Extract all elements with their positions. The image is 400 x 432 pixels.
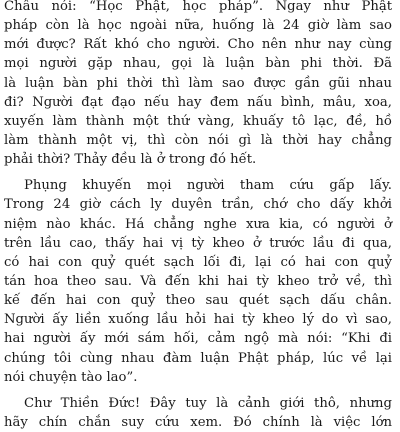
paragraph-3	[4, 394, 392, 432]
text-line: trên lầu cao, thấy hai vị tỳ kheo ở trước lầu đi qua,	[4, 235, 392, 251]
text-line: niệm nào khác. Há chẳng nghe xưa kia, có người ở	[4, 216, 392, 232]
text-line: hãy chín chắn suy cứu xem. Đó chính là việc lớn	[4, 414, 392, 430]
paragraph-2	[4, 176, 392, 387]
text-line: Châu nói: “Học Phật, học pháp”. Ngay như Phật	[4, 0, 392, 14]
text-line: nói chuyện tào lao”.	[4, 369, 138, 385]
paragraph-gap	[4, 387, 392, 394]
text-line: làm thành một vị, thì còn nói gì là thời hay chẳng	[4, 132, 392, 148]
text-line: hai người ấy mới sám hối, cảm ngộ mà nói: “Khi đi	[4, 331, 392, 347]
text-line: mọi người gặp nhau, gọi là luận bàn phi thời. Đã	[4, 56, 392, 72]
text-line: chúng tôi cùng nhau đàm luận Phật pháp, lúc về lại	[4, 350, 392, 366]
text-line: Trong 24 giờ cách ly duyên trần, chớ cho dấy khởi	[4, 197, 392, 213]
text-line: mới được? Rất khó cho người. Cho nên như nay cùng	[4, 37, 392, 53]
paragraph-1	[4, 0, 392, 169]
text-line: pháp còn là học ngoài nữa, huống là 24 giờ làm sao	[4, 18, 392, 34]
text-line: Phụng khuyến mọi người tham cứu gấp lấy.	[24, 178, 392, 194]
text-line: phải thời? Thảy đều là ở trong đó hết.	[4, 152, 257, 168]
text-line: Chư Thiền Đức! Đây tuy là cảnh giới thô, nhưng	[24, 395, 392, 411]
text-line: là luận bàn phi thời thì làm sao được gần gũi nhau	[4, 75, 392, 91]
body-text	[4, 0, 392, 432]
paragraph-gap	[4, 169, 392, 176]
text-line: tán hoa theo sau. Và đến khi hai tỳ kheo trở về, thì	[4, 273, 392, 289]
text-line: kế đến hai con quỷ theo sau quét sạch dấu chân.	[4, 293, 392, 309]
text-line: xuyến làm thành một thứ vàng, khuấy tô lạc, đề, hồ	[4, 113, 392, 129]
text-line: đi? Người đạt đạo nếu hay đem nấu bình, mâu, xoa,	[4, 94, 392, 110]
text-line: Người ấy liền xuống lầu hỏi hai tỳ kheo lý do vì sao,	[4, 312, 392, 328]
text-line: có hai con quỷ quét sạch lối đi, lại có hai con quỷ	[4, 254, 392, 270]
